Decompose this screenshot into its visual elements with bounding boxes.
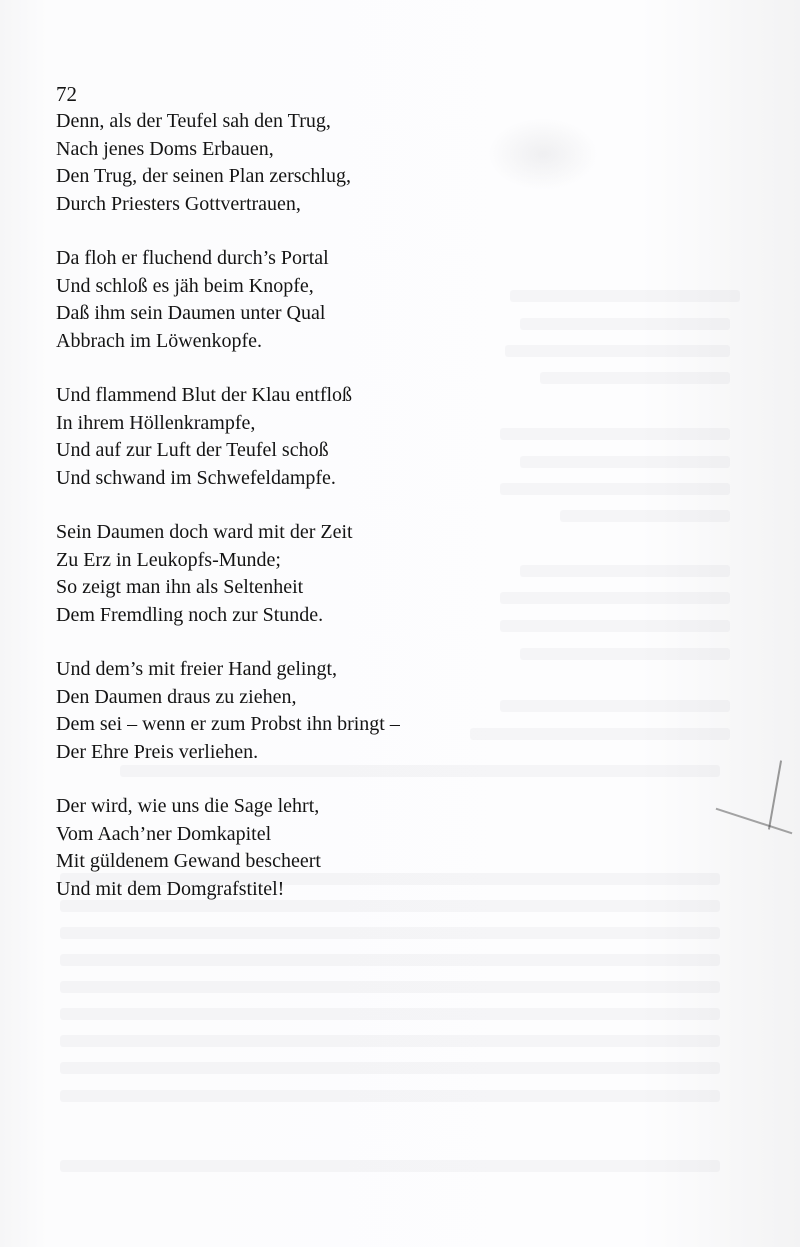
poem-line: Durch Priesters Gottvertrauen, [56, 192, 301, 215]
poem-line: In ihrem Höllenkrampfe, [56, 411, 256, 434]
poem-line: Der wird, wie uns die Sage lehrt, [56, 795, 320, 817]
show-through-line [470, 728, 730, 740]
show-through-line [505, 345, 730, 357]
show-through-line [520, 318, 730, 330]
show-through-line [60, 954, 720, 966]
show-through-line [500, 700, 730, 712]
show-through-line [60, 1090, 720, 1102]
poem-line: Den Daumen draus zu ziehen, [56, 685, 297, 708]
page-number: 72 [56, 82, 77, 106]
poem-line: Der Ehre Preis verliehen. [56, 740, 259, 763]
stanza-3 [56, 382, 496, 492]
stanza-4 [56, 519, 496, 629]
pen-mark [768, 760, 782, 829]
poem-line: Mit güldenem Gewand bescheert [56, 850, 321, 872]
poem-line: Und dem’s mit freier Hand gelingt, [56, 658, 338, 680]
poem [56, 108, 496, 930]
show-through-line [60, 1160, 720, 1172]
stanza-1 [56, 108, 496, 218]
poem-line: Nach jenes Doms Erbauen, [56, 137, 274, 160]
show-through-line [520, 565, 730, 577]
poem-line: Den Trug, der seinen Plan zerschlug, [56, 165, 351, 187]
poem-line: Sein Daumen doch ward mit der Zeit [56, 521, 353, 543]
stanza-2 [56, 245, 496, 355]
show-through-line [60, 1008, 720, 1020]
poem-line: Vom Aach’ner Domkapitel [56, 822, 272, 845]
poem-line: So zeigt man ihn als Seltenheit [56, 576, 304, 598]
show-through-line [60, 981, 720, 993]
show-through-line [500, 592, 730, 604]
poem-line: Und mit dem Domgrafstitel! [56, 877, 285, 900]
show-through-line [60, 1062, 720, 1074]
show-through-line [560, 510, 730, 522]
show-through-line [500, 483, 730, 495]
show-through-line [540, 372, 730, 384]
stanza-6 [56, 793, 496, 903]
poem-line: Dem Fremdling noch zur Stunde. [56, 603, 324, 626]
show-through-line [60, 1035, 720, 1047]
show-through-line [520, 456, 730, 468]
poem-line: Und flammend Blut der Klau entfloß [56, 384, 353, 406]
show-through-line [500, 620, 730, 632]
poem-line: Abbrach im Löwenkopfe. [56, 329, 263, 352]
poem-line: Da floh er fluchend durch’s Portal [56, 247, 329, 269]
stanza-5 [56, 656, 496, 766]
pen-mark [716, 808, 793, 835]
poem-line: Dem sei – wenn er zum Probst ihn bringt – [56, 713, 400, 735]
show-through-line [520, 648, 730, 660]
poem-line: Denn, als der Teufel sah den Trug, [56, 110, 331, 132]
show-through-line [510, 290, 740, 302]
poem-line: Zu Erz in Leukopfs-Munde; [56, 548, 281, 571]
poem-line: Und auf zur Luft der Teufel schoß [56, 439, 329, 461]
poem-line: Daß ihm sein Daumen unter Qual [56, 302, 326, 324]
show-through-title-smudge [488, 118, 598, 190]
poem-line: Und schloß es jäh beim Knopfe, [56, 274, 314, 297]
show-through-line [500, 428, 730, 440]
poem-line: Und schwand im Schwefeldampfe. [56, 466, 336, 489]
